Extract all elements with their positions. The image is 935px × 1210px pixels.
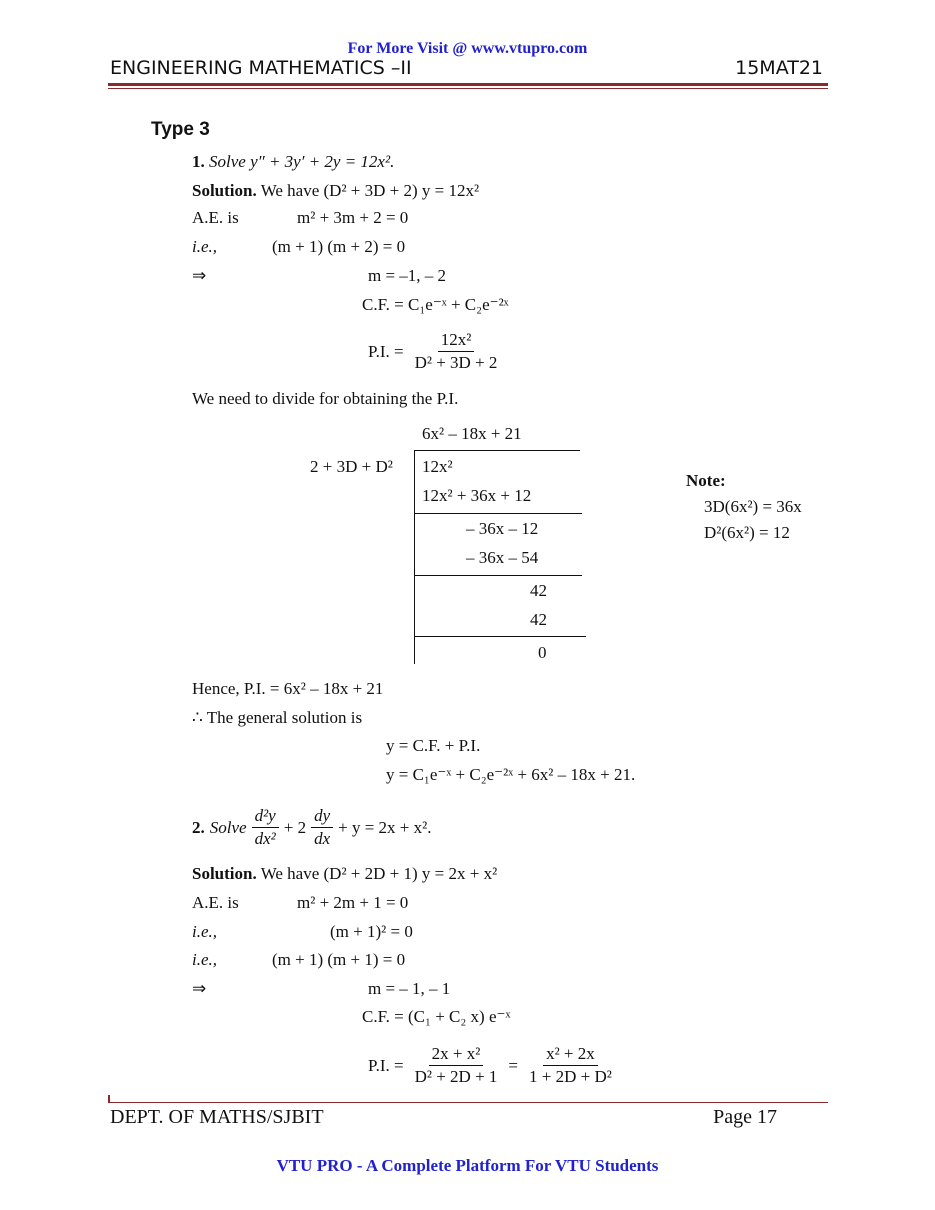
note-line: 3D(6x²) = 36x — [704, 497, 802, 516]
complementary-function: C.F. = C₁e⁻ˣ + C₂e⁻²ˣ — [362, 295, 509, 314]
pi-numerator: 12x² — [438, 330, 475, 352]
footer-rule — [108, 1102, 828, 1103]
first-derivative-fraction — [311, 806, 333, 849]
division-remainder: 0 — [538, 643, 547, 662]
roots: m = – 1, – 1 — [368, 979, 451, 998]
frac-denominator: dx² — [254, 829, 276, 848]
division-vertical-rule — [414, 450, 415, 664]
note-title: Note: — [686, 471, 726, 490]
pi-denominator: D² + 3D + 2 — [414, 353, 498, 372]
general-solution-2: y = C₁e⁻ˣ + C₂e⁻²ˣ + 6x² – 18x + 21. — [386, 765, 636, 784]
division-divisor: 2 + 3D + D² — [310, 457, 393, 476]
problem-1-statement — [192, 152, 394, 172]
solution-label: Solution. — [192, 864, 257, 883]
division-rule — [414, 575, 582, 576]
hence-pi: Hence, P.I. = 6x² – 18x + 21 — [192, 679, 384, 698]
implies-symbol: ⇒ — [192, 266, 207, 285]
divide-text: We need to divide for obtaining the P.I. — [192, 389, 459, 408]
solution-line — [192, 864, 497, 884]
footer-tick — [108, 1095, 110, 1102]
solution-line — [192, 181, 479, 201]
plus-two: + 2 — [283, 817, 307, 837]
solve-word: Solve — [209, 817, 247, 837]
platform-banner: VTU PRO - A Complete Platform For VTU Students — [276, 1156, 659, 1175]
roots: m = –1, – 2 — [368, 266, 447, 285]
division-rule — [414, 513, 582, 514]
general-solution-1: y = C.F. + P.I. — [386, 736, 481, 755]
note-line: D²(6x²) = 12 — [704, 523, 790, 542]
frac-denominator: dx — [314, 829, 331, 848]
division-dividend: 12x² — [422, 457, 453, 476]
problem-equation: y″ + 3y′ + 2y = 12x². — [250, 152, 395, 171]
pi-fraction — [412, 1044, 501, 1087]
pi-denominator: D² + 2D + 1 — [414, 1067, 498, 1086]
problem-number: 1. — [192, 152, 205, 171]
ie-equation: (m + 1)² = 0 — [330, 922, 413, 941]
division-row: 12x² + 36x + 12 — [422, 486, 532, 505]
ie-equation: (m + 1) (m + 1) = 0 — [272, 950, 406, 969]
page-number: Page 17 — [713, 1106, 777, 1128]
implies-symbol: ⇒ — [192, 979, 207, 998]
solution-label: Solution. — [192, 181, 257, 200]
visit-banner: For More Visit @ www.vtupro.com — [347, 40, 588, 57]
pi-denominator: 1 + 2D + D² — [529, 1067, 612, 1086]
complementary-function: C.F. = (C₁ + C₂ x) e⁻ˣ — [362, 1007, 511, 1026]
ae-label: A.E. is — [192, 893, 239, 912]
solve-word: Solve — [209, 152, 246, 171]
division-row: 42 — [530, 610, 547, 629]
division-top-rule — [414, 450, 580, 451]
equals-sign: = — [508, 1055, 518, 1075]
division-row: – 36x – 54 — [466, 548, 539, 567]
course-title: ENGINEERING MATHEMATICS –II — [110, 57, 412, 79]
pi-fraction — [412, 330, 501, 373]
ie-label: i.e., — [192, 922, 218, 941]
header-rule — [108, 83, 828, 86]
ie-equation: (m + 1) (m + 2) = 0 — [272, 237, 406, 256]
ae-equation: m² + 3m + 2 = 0 — [297, 208, 409, 227]
therefore-line: ∴ The general solution is — [192, 708, 363, 727]
header-rule-thin — [108, 88, 828, 89]
section-heading: Type 3 — [151, 119, 210, 140]
problem-number: 2. — [192, 817, 205, 837]
ie-label: i.e., — [192, 237, 218, 256]
particular-integral — [368, 1044, 615, 1087]
ae-equation: m² + 2m + 1 = 0 — [297, 893, 409, 912]
division-rule — [414, 636, 586, 637]
division-quotient: 6x² – 18x + 21 — [422, 424, 522, 443]
course-code: 15MAT21 — [735, 57, 823, 79]
pi-numerator: 2x + x² — [429, 1044, 484, 1066]
department-label: DEPT. OF MATHS/SJBIT — [110, 1106, 324, 1128]
division-row: – 36x – 12 — [466, 519, 539, 538]
problem-2-statement — [192, 806, 431, 849]
pi-label: P.I. = — [368, 341, 404, 361]
note-box — [686, 468, 802, 546]
ie-label: i.e., — [192, 950, 218, 969]
solution-text: We have (D² + 3D + 2) y = 12x² — [260, 181, 480, 200]
frac-numerator: d²y — [252, 806, 279, 828]
pi-fraction-rearranged — [526, 1044, 615, 1087]
pi-label: P.I. = — [368, 1055, 404, 1075]
second-derivative-fraction — [252, 806, 279, 849]
division-row: 42 — [530, 581, 547, 600]
solution-text: We have (D² + 2D + 1) y = 2x + x² — [260, 864, 498, 883]
frac-numerator: dy — [311, 806, 333, 828]
particular-integral — [368, 330, 500, 373]
pi-numerator: x² + 2x — [543, 1044, 598, 1066]
ae-label: A.E. is — [192, 208, 239, 227]
equation-rhs: + y = 2x + x². — [338, 817, 432, 837]
